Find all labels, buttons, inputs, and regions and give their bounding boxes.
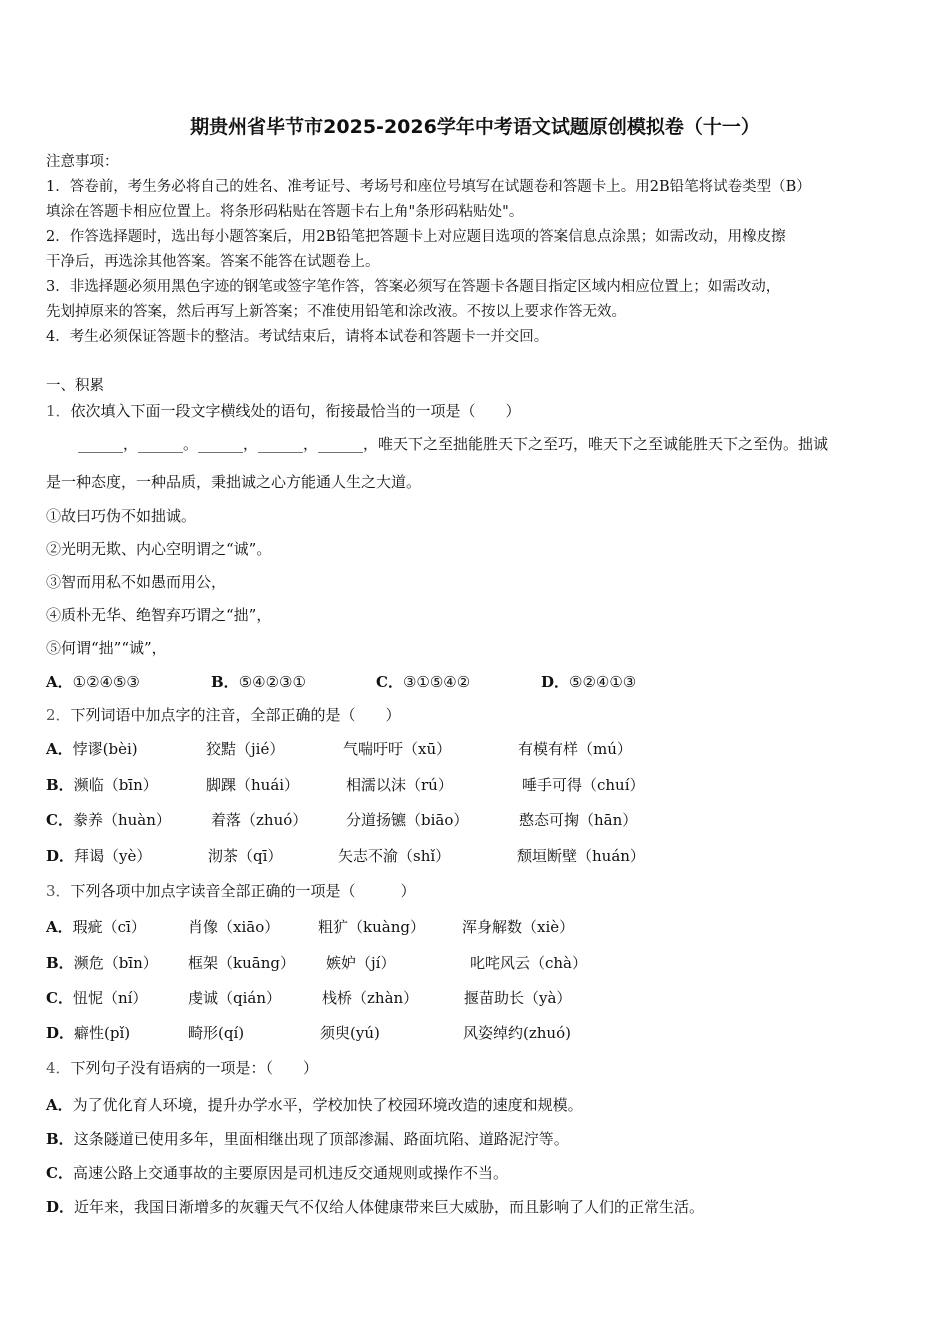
option-word: 风姿绰约(zhuó) [463,1024,571,1042]
q1-item: ⑤何谓“拙”“诚”， [46,639,167,657]
q2-option-c[interactable] [46,810,171,830]
option-key: B． [211,673,239,691]
q1-item: ③智而用私不如愚而用公， [46,573,227,591]
q4-option-d[interactable] [46,1197,704,1217]
option-word: 狡黠（jié） [206,740,285,758]
option-text: ⑤④②③① [238,673,306,691]
option-word: 瑕疵（cī） [72,918,146,936]
option-word: 唾手可得（chuí） [522,776,645,794]
q3-option-c[interactable] [46,988,147,1008]
option-key: C． [46,811,73,829]
q1-passage-line: 是一种态度，一种品质，秉拙诚之心方能通人生之大道。 [46,473,422,491]
question-2-stem [46,705,401,725]
section-heading: 一、积累 [46,378,104,394]
option-word: 癖性(pǐ) [74,1024,131,1042]
option-key: D． [46,1024,75,1042]
q4-option-c[interactable] [46,1163,508,1183]
option-word: 颓垣断壁（huán） [517,847,645,865]
option-word: 栈桥（zhàn） [322,989,419,1007]
option-word: 矢志不渝（shǐ） [338,847,451,865]
option-key: B． [46,776,74,794]
question-text: 下列各项中加点字读音全部正确的一项是（ ） [70,882,416,900]
option-key: A． [46,1096,73,1114]
option-word: 揠苗助长（yà） [464,989,572,1007]
question-number: 4． [46,1059,71,1077]
option-word: 叱咤风云（chà） [470,954,588,972]
q1-passage-line: ______，______。______，______，______，唯天下之至拙能胜天下之至巧，唯天下之至诚能胜天下之至伪。拙诚 [78,435,829,453]
notice-line: 3．非选择题必须用黑色字迹的钢笔或签字笔作答，答案必须写在答题卡各题目指定区域内相应位置上；如需改动， [46,279,781,295]
option-word: 框架（kuāng） [188,954,295,972]
option-word: 濒危（bīn） [73,954,158,972]
option-text: 高速公路上交通事故的主要原因是司机违反交通规则或操作不当。 [72,1164,508,1182]
page-title: 期贵州省毕节市2025-2026学年中考语文试题原创模拟卷（十一） [190,116,760,138]
option-text: ①②④⑤③ [72,673,140,691]
notice-heading: 注意事项： [46,154,119,170]
option-word: 豢养（huàn） [72,811,171,829]
notice-line: 填涂在答题卡相应位置上。将条形码粘贴在答题卡右上角"条形码粘贴处"。 [46,204,524,220]
question-number: 3． [46,882,71,900]
option-key: A． [46,740,73,758]
option-key: D． [46,1198,75,1216]
q1-item: ①故曰巧伪不如拙诚。 [46,507,197,525]
option-word: 虔诚（qián） [188,989,282,1007]
q2-option-b[interactable] [46,775,158,795]
q1-item: ④质朴无华、绝智弃巧谓之“拙”， [46,606,272,624]
q1-item: ②光明无欺、内心空明谓之“诚”。 [46,540,272,558]
question-text: 下列词语中加点字的注音，全部正确的是（ ） [70,706,401,724]
option-word: 浑身解数（xiè） [462,918,575,936]
q2-option-d[interactable] [46,846,151,866]
option-text: 这条隧道已使用多年，里面相继出现了顶部渗漏、路面坑陷、道路泥泞等。 [73,1130,569,1148]
option-key: B． [46,954,74,972]
notice-line: 1．答卷前，考生务必将自己的姓名、准考证号、考场号和座位号填写在试题卷和答题卡上。用2B铅笔将试卷类型（B） [46,179,811,195]
q3-option-b[interactable] [46,953,158,973]
question-4-stem [46,1058,318,1078]
option-key: A． [46,673,73,691]
q1-option-b[interactable] [211,672,306,692]
notice-line: 干净后，再选涂其他答案。答案不能答在试题卷上。 [46,254,380,270]
q1-option-a[interactable] [46,672,140,692]
option-key: D． [541,673,570,691]
question-text: 依次填入下面一段文字横线处的语句，衔接最恰当的一项是（ ） [70,402,521,420]
q1-option-d[interactable] [541,672,636,692]
option-key: C． [46,989,73,1007]
question-text: 下列句子没有语病的一项是：（ ） [70,1059,319,1077]
option-key: C． [46,1164,73,1182]
question-1-stem [46,401,521,421]
option-word: 忸怩（ní） [72,989,148,1007]
option-word: 脚踝（huái） [206,776,300,794]
option-word: 分道扬镳（biāo） [346,811,469,829]
option-word: 悖谬(bèi) [72,740,138,758]
option-word: 肖像（xiāo） [188,918,280,936]
q1-option-c[interactable] [376,672,470,692]
option-key: D． [46,847,75,865]
option-word: 沏茶（qī） [208,847,283,865]
option-word: 须臾(yú) [320,1024,380,1042]
question-number: 1． [46,402,71,420]
q4-option-b[interactable] [46,1129,569,1149]
q2-option-a[interactable] [46,739,138,759]
question-3-stem [46,881,416,901]
q4-option-a[interactable] [46,1095,583,1115]
q3-option-d[interactable] [46,1023,130,1043]
option-key: C． [376,673,403,691]
option-word: 气喘吁吁（xū） [343,740,452,758]
option-word: 憨态可掬（hān） [519,811,638,829]
option-word: 粗犷（kuàng） [318,918,425,936]
option-text: ③①⑤④② [402,673,471,691]
notice-line: 4．考生必须保证答题卡的整洁。考试结束后，请将本试卷和答题卡一并交回。 [46,329,549,345]
option-word: 畸形(qí) [188,1024,245,1042]
q3-option-a[interactable] [46,917,146,937]
notice-line: 先划掉原来的答案，然后再写上新答案；不准使用铅笔和涂改液。不按以上要求作答无效。 [46,304,626,320]
notice-line: 2．作答选择题时，选出每小题答案后，用2B铅笔把答题卡上对应题目选项的答案信息点涂黑；如需改动，用橡皮擦 [46,229,786,245]
option-word: 相濡以沫（rú） [346,776,453,794]
question-number: 2． [46,706,71,724]
option-text: ⑤②④①③ [569,673,637,691]
option-word: 濒临（bīn） [73,776,158,794]
option-key: B． [46,1130,74,1148]
option-word: 拜谒（yè） [74,847,152,865]
option-text: 近年来，我国日渐增多的灰霾天气不仅给人体健康带来巨大威胁，而且影响了人们的正常生活。 [74,1198,705,1216]
option-text: 为了优化育人环境，提升办学水平，学校加快了校园环境改造的速度和规模。 [72,1096,583,1114]
option-key: A． [46,918,73,936]
option-word: 有模有样（mú） [518,740,632,758]
option-word: 嫉妒（jí） [326,954,396,972]
option-word: 着落（zhuó） [211,811,308,829]
